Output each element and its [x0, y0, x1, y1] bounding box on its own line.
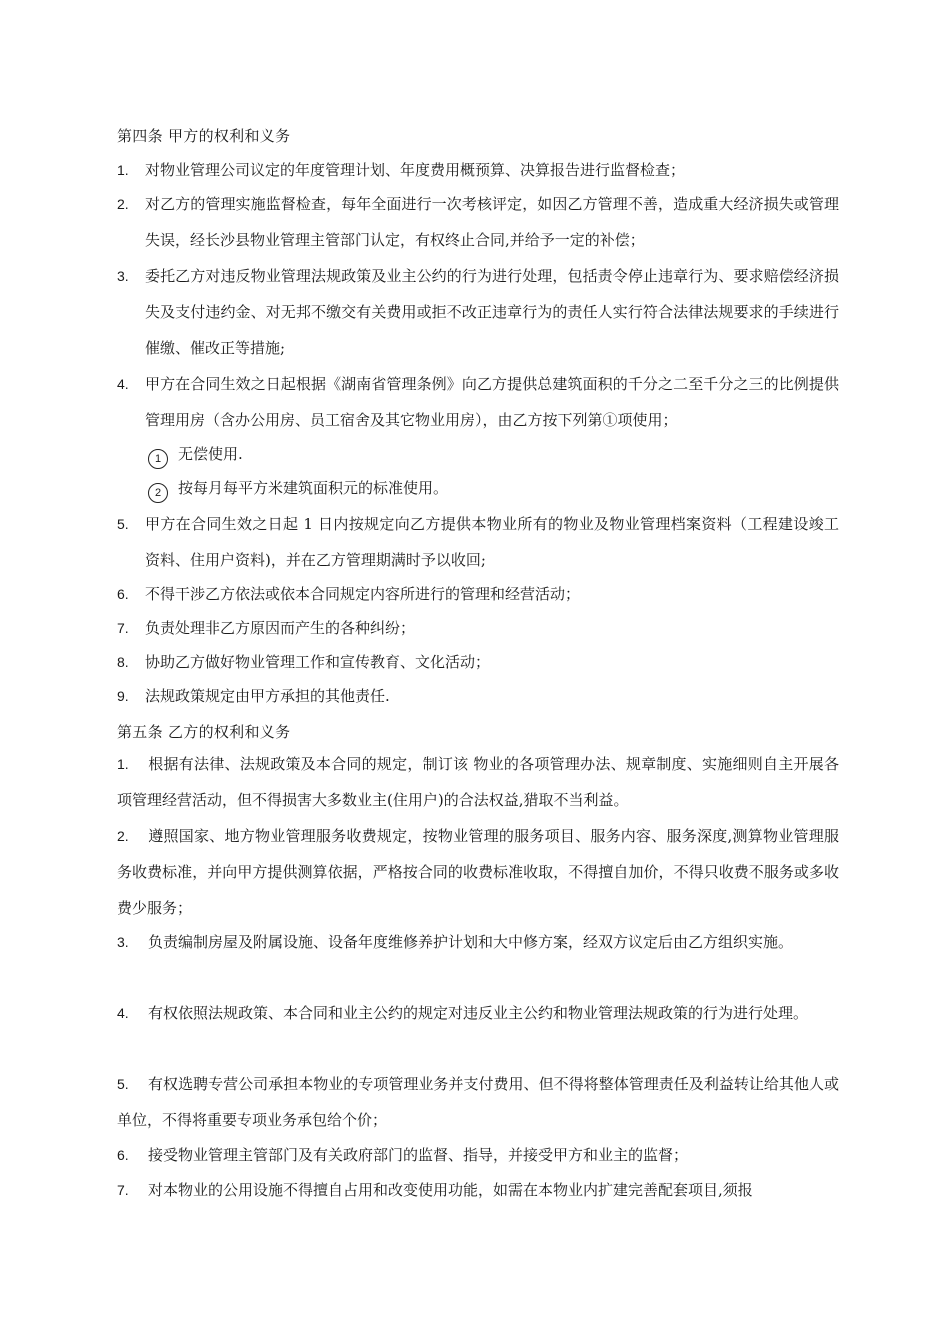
item-number: 4.: [117, 1005, 129, 1021]
list-item: [117, 576, 839, 612]
item-text: 对物业管理公司议定的年度管理计划、年度费用概预算、决算报告进行监督检查；: [145, 161, 686, 179]
item-text: 法规政策规定由甲方承担的其他责任.: [145, 687, 390, 705]
list-item: [117, 610, 839, 646]
option-text: 按每月每平方米建筑面积元的标准使用。: [178, 479, 449, 497]
list-item: [117, 152, 839, 188]
item-text: 对乙方的管理实施监督检查，每年全面进行一次考核评定，如因乙方管理不善，造成重大经济损失或管理失误，经长沙县物业管理主管部门认定，有权终止合同,并给予一定的补偿；: [145, 195, 839, 249]
option-item: [148, 436, 243, 472]
item-text: 负责处理非乙方原因而产生的各种纠纷；: [145, 619, 416, 637]
item-text: 对本物业的公用设施不得擅自占用和改变使用功能，如需在本物业内扩建完善配套项目,须报: [148, 1181, 753, 1199]
item-text: 协助乙方做好物业管理工作和宣传教育、文化活动；: [145, 653, 491, 671]
item-text: 接受物业管理主管部门及有关政府部门的监督、指导，并接受甲方和业主的监督；: [148, 1146, 689, 1164]
item-number: 5.: [117, 516, 129, 532]
list-item: [117, 1066, 839, 1138]
item-text: 甲方在合同生效之日起 1 日内按规定向乙方提供本物业所有的物业及物业管理档案资料（工程建设竣工资料、住用户资料)，并在乙方管理期满时予以收回;: [145, 515, 839, 569]
item-text: 不得干涉乙方依法或依本合同规定内容所进行的管理和经营活动；: [145, 585, 581, 603]
circled-number: 1: [148, 449, 168, 469]
item-number: 4.: [117, 376, 129, 392]
item-number: 7.: [117, 1182, 129, 1198]
option-item: [148, 470, 448, 506]
item-text: 甲方在合同生效之日起根据《湖南省管理条例》向乙方提供总建筑面积的千分之二至千分之三的比例提供管理用房（含办公用房、员工宿舍及其它物业用房），由乙方按下列第①项使用；: [145, 375, 839, 429]
list-item: [117, 258, 839, 366]
section5-heading: 第五条 乙方的权利和义务: [117, 723, 291, 741]
list-item: [117, 924, 839, 960]
list-item: [117, 366, 839, 438]
item-number: 1.: [117, 162, 129, 178]
list-item: [117, 818, 839, 926]
item-number: 8.: [117, 654, 129, 670]
item-number: 9.: [117, 688, 129, 704]
list-item: [117, 1172, 839, 1208]
item-text: 委托乙方对违反物业管理法规政策及业主公约的行为进行处理，包括责令停止违章行为、要求赔偿经济损失及支付违约金、对无邦不缴交有关费用或拒不改正违章行为的责任人实行符合法律法规要求的手续进行催缴、催改正等措施;: [145, 267, 839, 357]
item-number: 1.: [117, 756, 129, 772]
list-item: [117, 644, 839, 680]
item-text: 根据有法律、法规政策及本合同的规定，制订该 物业的各项管理办法、规章制度、实施细则自主开展各项管理经营活动，但不得损害大多数业主(住用户)的合法权益,猎取不当利益。: [117, 755, 839, 809]
list-item: [117, 1137, 839, 1173]
item-text: 有权选聘专营公司承担本物业的专项管理业务并支付费用、但不得将整体管理责任及利益转让给其他人或单位，不得将重要专项业务承包给个价；: [117, 1075, 839, 1129]
item-number: 2.: [117, 196, 129, 212]
item-number: 3.: [117, 934, 129, 950]
item-number: 3.: [117, 268, 129, 284]
circled-number: 2: [148, 483, 168, 503]
list-item: [117, 746, 839, 818]
list-item: [117, 995, 839, 1031]
list-item: [117, 678, 839, 714]
list-item: [117, 186, 839, 258]
item-text: 遵照国家、地方物业管理服务收费规定，按物业管理的服务项目、服务内容、服务深度,测算物业管理服务收费标准，并向甲方提供测算依据，严格按合同的收费标准收取，不得擅自加价，不得只收费不服务或多收费少服务；: [117, 827, 839, 917]
section4-heading: 第四条 甲方的权利和义务: [117, 127, 291, 145]
item-number: 5.: [117, 1076, 129, 1092]
item-number: 7.: [117, 620, 129, 636]
item-number: 6.: [117, 1147, 129, 1163]
item-number: 2.: [117, 828, 129, 844]
item-number: 6.: [117, 586, 129, 602]
item-text: 有权依照法规政策、本合同和业主公约的规定对违反业主公约和物业管理法规政策的行为进行处理。: [148, 1004, 809, 1022]
list-item: [117, 506, 839, 578]
item-text: 负责编制房屋及附属设施、设备年度维修养护计划和大中修方案，经双方议定后由乙方组织实施。: [148, 933, 794, 951]
option-text: 无偿使用.: [178, 445, 243, 463]
